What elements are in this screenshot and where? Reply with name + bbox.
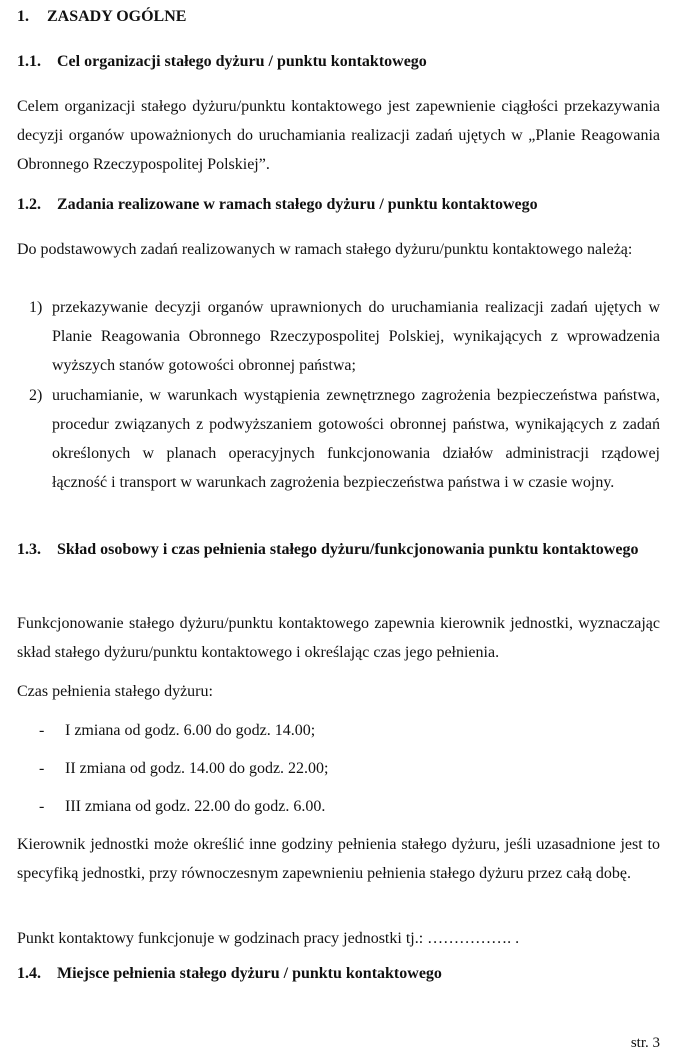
section-title: ZASADY OGÓLNE [47,8,187,25]
shift-item [17,796,660,818]
shift-item [17,720,660,742]
section-heading-1-2 [17,196,660,214]
section-heading-1-1 [17,53,660,71]
paragraph-purpose: Celem organizacji stałego dyżuru/punktu kontaktowego jest zapewnienie ciągłości przekazywania decyzji organów upoważnionych do uruchamiania realizacji zadań ujętych w „Planie Reagowania Obronnego Rzeczypospolitej Polskiej”. [17,98,660,173]
section-title: Miejsce pełnienia stałego dyżuru / punktu kontaktowego [57,965,442,982]
dash-marker: - [39,722,45,739]
section-heading-1-3 [17,535,660,564]
section-title: Zadania realizowane w ramach stałego dyżuru / punktu kontaktowego [57,196,538,213]
list-marker: 1) [29,299,43,316]
section-number: 1.3. [17,541,41,558]
section-number: 1.4. [17,965,41,982]
paragraph-other-hours: Kierownik jednostki może określić inne godziny pełnienia stałego dyżuru, jeśli uzasadnione jest to specyfiką jednostki, przy równoczesnym zapewnieniu pełnienia stałego dyżuru przez całą dobę. [17,836,660,882]
section-number: 1.1. [17,53,41,70]
section-number: 1.2. [17,196,41,213]
section-heading-1 [17,8,660,26]
dash-marker: - [39,760,45,777]
paragraph-tasks-intro: Do podstawowych zadań realizowanych w ramach stałego dyżuru/punktu kontaktowego należą: [17,241,633,258]
shift-text: III zmiana od godz. 22.00 do godz. 6.00. [65,798,326,815]
shift-text: I zmiana od godz. 6.00 do godz. 14.00; [65,722,316,739]
list-item [17,381,660,497]
section-title: Skład osobowy i czas pełnienia stałego dyżuru/funkcjonowania punktu kontaktowego [57,541,639,558]
list-item-text: przekazywanie decyzji organów uprawnionych do uruchamiania realizacji zadań ujętych w Planie Reagowania Obronnego Rzeczypospolitej Polskiej, wynikających z wprowadzenia wyższych stanów gotowości obronnej państwa; [52,299,660,374]
paragraph-staffing: Funkcjonowanie stałego dyżuru/punktu kontaktowego zapewnia kierownik jednostki, wyznaczając skład stałego dyżuru/punktu kontaktowego i określając czas jego pełnienia. [17,615,660,661]
shift-item [17,758,660,780]
section-title: Cel organizacji stałego dyżuru / punktu kontaktowego [57,53,427,70]
section-number: 1. [17,8,29,25]
paragraph-duty-time: Czas pełnienia stałego dyżuru: [17,683,213,700]
list-item [17,293,660,380]
dash-marker: - [39,798,45,815]
list-marker: 2) [29,387,43,404]
shift-text: II zmiana od godz. 14.00 do godz. 22.00; [65,760,329,777]
paragraph-contact-point: Punkt kontaktowy funkcjonuje w godzinach pracy jednostki tj.: ……………. . [17,930,520,947]
section-heading-1-4 [17,965,660,983]
page-number: str. 3 [630,1035,660,1051]
list-item-text: uruchamianie, w warunkach wystąpienia zewnętrznego zagrożenia bezpieczeństwa państwa, procedur związanych z podwyższaniem gotowości obronnej państwa, wynikających z zadań określonych w planach operacyjnych funkcjonowania działów administracji rządowej łączność i transport w warunkach zagrożenia bezpieczeństwa państwa i w czasie wojny. [52,387,660,491]
